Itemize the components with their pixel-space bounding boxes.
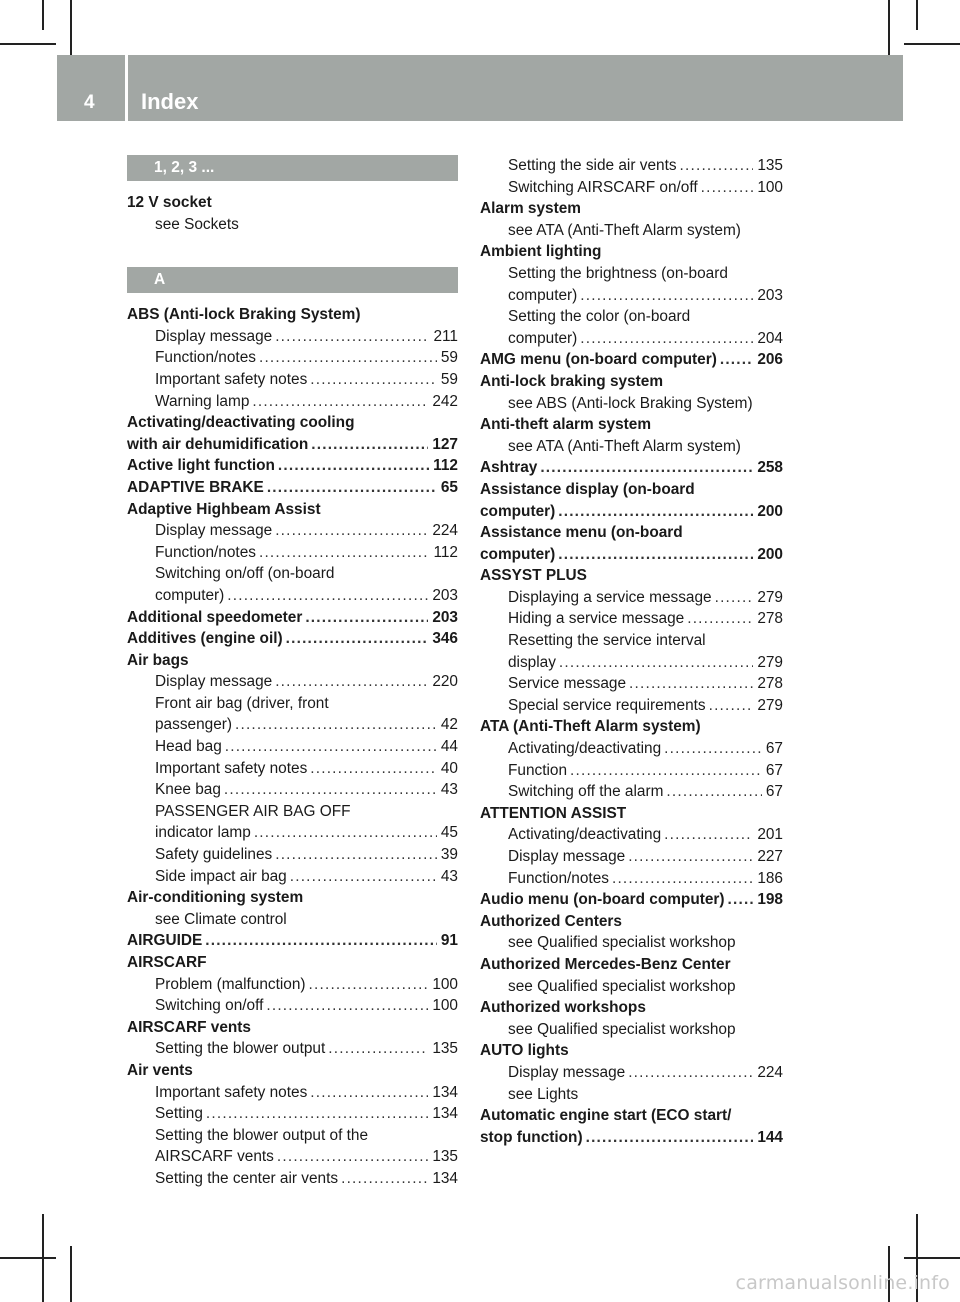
index-entry [127, 434, 458, 456]
crop-mark [0, 1257, 56, 1259]
page-ref: 67 [765, 761, 783, 779]
index-entry [480, 1127, 783, 1149]
index-subentry [480, 608, 783, 630]
index-entry: ABS (Anti-lock Braking System) [127, 306, 361, 324]
page-ref: 201 [757, 826, 783, 844]
page-number: 4 [84, 92, 95, 113]
entry-text: passenger) [155, 716, 232, 734]
page-ref: 144 [757, 1128, 783, 1146]
page-ref: 112 [433, 457, 458, 475]
entry-text: Audio menu (on-board computer) [480, 891, 725, 909]
dot-leader [715, 587, 754, 609]
index-subentry [127, 758, 458, 780]
index-subentry [127, 779, 458, 801]
dot-leader [570, 760, 762, 782]
index-entry: Authorized Mercedes-Benz Center [480, 955, 731, 973]
page-ref: 242 [432, 392, 458, 410]
entry-text: ADAPTIVE BRAKE [127, 478, 264, 496]
index-subentry [480, 846, 783, 868]
dot-leader [559, 652, 753, 674]
dot-leader [305, 607, 428, 629]
index-subentry: Front air bag (driver, front [155, 694, 329, 712]
index-entry: Air vents [127, 1061, 193, 1079]
dot-leader [687, 608, 753, 630]
index-subentry [127, 347, 458, 369]
dot-leader [680, 155, 754, 177]
entry-text: Display message [155, 522, 273, 540]
dot-leader [310, 758, 437, 780]
index-subentry: see Qualified specialist workshop [508, 934, 736, 952]
index-subentry: Setting the brightness (on-board [508, 264, 728, 282]
entry-text: Problem (malfunction) [155, 975, 306, 993]
page-ref: 200 [757, 545, 783, 563]
index-subentry [480, 652, 783, 674]
entry-text: Display message [508, 848, 626, 865]
index-entry [480, 349, 783, 371]
index-subentry [127, 974, 458, 996]
dot-leader [664, 738, 762, 760]
page-ref: 186 [757, 869, 783, 887]
page-title: Index [141, 89, 199, 114]
dot-leader [586, 1127, 754, 1149]
page-ref: 59 [440, 349, 458, 367]
entry-text: AIRGUIDE [127, 932, 203, 950]
dot-leader [628, 846, 753, 868]
index-subentry: see ATA (Anti-Theft Alarm system) [508, 437, 741, 455]
index-entry: Adaptive Highbeam Assist [127, 500, 321, 518]
page-ref: 40 [440, 759, 458, 777]
index-entry: Authorized workshops [480, 999, 646, 1017]
dot-leader [309, 974, 429, 996]
entry-text: Function/notes [508, 869, 609, 887]
page-ref: 39 [440, 846, 458, 864]
page-ref: 198 [757, 891, 783, 909]
entry-text: Additives (engine oil) [127, 630, 283, 648]
dot-leader [275, 844, 437, 866]
entry-text: Hiding a service message [508, 610, 685, 628]
page-ref: 279 [757, 696, 783, 714]
entry-text: Additional speedometer [127, 608, 303, 626]
index-subentry [127, 1082, 458, 1104]
dot-leader [701, 177, 754, 199]
crop-mark [916, 0, 918, 30]
index-subentry [127, 736, 458, 758]
entry-text: Displaying a service message [508, 588, 712, 606]
index-subentry: Resetting the service interval [508, 632, 706, 650]
entry-text: Important safety notes [155, 759, 308, 777]
index-subentry [480, 328, 783, 350]
section-spacer [127, 293, 458, 304]
index-entry: Anti-theft alarm system [480, 416, 652, 434]
index-subentry [127, 1146, 458, 1168]
index-subentry: PASSENGER AIR BAG OFF [155, 802, 351, 820]
index-entry: AIRSCARF vents [127, 1018, 251, 1036]
page-ref: 42 [440, 716, 458, 734]
index-subentry: see Climate control [155, 910, 287, 928]
index-entry: Ambient lighting [480, 243, 602, 261]
page-ref: 278 [757, 675, 783, 693]
entry-text: Setting the blower output [155, 1040, 326, 1058]
index-subentry [127, 671, 458, 693]
dot-leader [612, 868, 753, 890]
page-ref: 203 [432, 608, 458, 626]
index-subentry [127, 542, 458, 564]
page-ref: 203 [757, 286, 783, 304]
crop-mark [70, 0, 72, 56]
page-ref: 135 [757, 157, 783, 174]
index-subentry: see Sockets [155, 215, 239, 233]
index-subentry [127, 369, 458, 391]
dot-leader [328, 1038, 428, 1060]
page-ref: 220 [432, 673, 458, 691]
crop-mark [42, 1214, 44, 1302]
dot-leader [286, 628, 429, 650]
index-subentry [127, 714, 458, 736]
entry-text: Switching AIRSCARF on/off [508, 178, 698, 196]
index-entry [127, 477, 458, 499]
index-subentry [480, 285, 783, 307]
entry-text: Switching off the alarm [508, 783, 664, 801]
entry-text: Display message [155, 327, 273, 345]
dot-leader [252, 391, 428, 413]
index-subentry [127, 1168, 458, 1190]
page-ref: 112 [433, 543, 458, 561]
page-ref: 135 [432, 1148, 458, 1166]
dot-leader [310, 1082, 428, 1104]
index-subentry [127, 391, 458, 413]
dot-leader [540, 457, 753, 479]
entry-text: AMG menu (on-board computer) [480, 351, 717, 369]
dot-leader [266, 995, 428, 1017]
dot-leader [720, 349, 753, 371]
entry-text: Service message [508, 675, 627, 693]
page-ref: 100 [432, 997, 458, 1015]
page-ref: 100 [757, 178, 783, 196]
index-entry [127, 455, 458, 477]
entry-text: computer) [480, 545, 556, 563]
page-ref: 100 [432, 975, 458, 993]
dot-leader [278, 455, 429, 477]
dot-leader [580, 285, 753, 307]
entry-text: computer) [508, 286, 578, 304]
entry-text: Knee bag [155, 781, 221, 799]
entry-text: Important safety notes [155, 1083, 308, 1101]
entry-text: display [508, 653, 556, 671]
crop-mark [904, 1257, 960, 1259]
crop-mark [888, 0, 890, 56]
index-entry: Anti-lock braking system [480, 372, 664, 390]
entry-text: computer) [155, 586, 225, 604]
dot-leader [235, 714, 437, 736]
index-subentry [480, 177, 783, 199]
page-ref: 224 [757, 1063, 783, 1081]
entry-text: Ashtray [480, 459, 538, 477]
page-ref: 224 [432, 522, 458, 540]
index-entry: AIRSCARF [127, 954, 207, 971]
page-ref: 44 [440, 738, 458, 756]
entry-text: AIRSCARF vents [155, 1148, 274, 1166]
dot-leader [310, 369, 437, 391]
page-ref: 200 [757, 502, 783, 520]
dot-leader [275, 671, 428, 693]
entry-text: Activating/deactivating [508, 826, 662, 844]
index-subentry [127, 1038, 458, 1060]
index-subentry [127, 585, 458, 607]
page-ref: 45 [440, 824, 458, 842]
page-ref: 279 [757, 588, 783, 606]
crop-mark [42, 0, 44, 30]
crop-mark [904, 43, 960, 45]
index-column-right [480, 155, 783, 1148]
index-subentry [127, 844, 458, 866]
dot-leader [628, 1062, 753, 1084]
entry-text: Function [508, 761, 568, 779]
index-entry [127, 930, 458, 952]
entry-text: indicator lamp [155, 824, 251, 842]
page-ref: 135 [432, 1040, 458, 1058]
index-entry: 12 V socket [127, 194, 212, 211]
entry-text: Important safety notes [155, 370, 308, 388]
entry-text: Setting [155, 1105, 203, 1123]
entry-text: Switching on/off [155, 997, 264, 1015]
page-ref: 134 [432, 1083, 458, 1101]
index-subentry [127, 520, 458, 542]
entry-text: Warning lamp [155, 392, 250, 410]
index-subentry [480, 760, 783, 782]
index-subentry [480, 673, 783, 695]
dot-leader [290, 866, 437, 888]
page-ref: 43 [440, 867, 458, 885]
watermark: carmanualsonline.info [735, 1272, 950, 1294]
index-subentry [480, 587, 783, 609]
page-ref: 227 [757, 848, 783, 865]
dot-leader [227, 585, 428, 607]
entry-text: Display message [155, 673, 273, 691]
index-subentry [480, 738, 783, 760]
index-subentry [480, 155, 783, 177]
page-ref: 127 [432, 435, 458, 453]
page-ref: 43 [440, 781, 458, 799]
page-ref: 67 [765, 740, 783, 758]
index-subentry: Setting the blower output of the [155, 1126, 369, 1144]
page-ref: 258 [757, 459, 783, 477]
dot-leader [664, 824, 753, 846]
section-header: A [127, 267, 458, 293]
crop-mark [0, 43, 56, 45]
section-header: 1, 2, 3 ... [127, 155, 458, 181]
page-ref: 134 [432, 1105, 458, 1123]
index-entry [127, 607, 458, 629]
entry-text: Active light function [127, 457, 275, 475]
index-subentry: see Qualified specialist workshop [508, 1020, 736, 1038]
page-ref: 346 [432, 630, 458, 648]
index-entry: AUTO lights [480, 1042, 569, 1060]
page-ref: 203 [432, 586, 458, 604]
index-subentry [480, 824, 783, 846]
entry-text: Special service requirements [508, 696, 706, 714]
index-entry: Air bags [127, 651, 189, 669]
index-subentry [480, 695, 783, 717]
entry-text: Head bag [155, 738, 222, 756]
index-column-left [127, 155, 458, 1190]
index-subentry [127, 1103, 458, 1125]
index-entry [480, 544, 783, 566]
index-entry: ATTENTION ASSIST [480, 804, 627, 822]
entry-text: Setting the center air vents [155, 1169, 339, 1187]
index-entry: Authorized Centers [480, 912, 622, 930]
dot-leader [225, 736, 437, 758]
entry-text: computer) [480, 502, 556, 520]
dot-leader [275, 520, 428, 542]
dot-leader [629, 673, 753, 695]
entry-text: Safety guidelines [155, 846, 273, 864]
page-ref: 134 [432, 1169, 458, 1187]
dot-leader [580, 328, 753, 350]
entry-text: stop function) [480, 1128, 583, 1146]
crop-mark [70, 1246, 72, 1302]
dot-leader [259, 347, 437, 369]
header-divider [125, 55, 128, 121]
page-ref: 206 [757, 351, 783, 369]
index-subentry: see ABS (Anti-lock Braking System) [508, 394, 753, 412]
dot-leader [275, 326, 429, 348]
dot-leader [728, 889, 754, 911]
index-entry: Activating/deactivating cooling [127, 414, 355, 432]
page-ref: 278 [757, 610, 783, 628]
index-subentry [127, 995, 458, 1017]
dot-leader [205, 930, 437, 952]
index-subentry: Switching on/off (on-board [155, 565, 335, 583]
page-ref: 67 [765, 783, 783, 801]
page-ref: 204 [757, 329, 783, 347]
dot-leader [341, 1168, 428, 1190]
index-entry: Assistance menu (on-board [480, 524, 683, 542]
index-entry: Automatic engine start (ECO start/ [480, 1107, 732, 1125]
index-entry: Air-conditioning system [127, 889, 304, 907]
dot-leader [206, 1103, 428, 1125]
entry-text: Setting the side air vents [508, 157, 677, 174]
index-subentry [127, 822, 458, 844]
page-ref: 91 [440, 932, 458, 950]
dot-leader [224, 779, 437, 801]
entry-text: Side impact air bag [155, 867, 287, 885]
index-subentry: see Qualified specialist workshop [508, 977, 736, 995]
index-subentry [480, 781, 783, 803]
index-entry: Assistance display (on-board [480, 480, 695, 498]
entry-text: with air dehumidification [127, 435, 309, 453]
page-ref: 59 [440, 370, 458, 388]
index-subentry: Setting the color (on-board [508, 308, 691, 326]
dot-leader [311, 434, 428, 456]
index-subentry [127, 326, 458, 348]
index-subentry [127, 866, 458, 888]
dot-leader [254, 822, 437, 844]
index-subentry: see ATA (Anti-Theft Alarm system) [508, 221, 741, 239]
page-ref: 279 [757, 653, 783, 671]
index-entry: ATA (Anti-Theft Alarm system) [480, 718, 701, 736]
dot-leader [666, 781, 761, 803]
dot-leader [277, 1146, 428, 1168]
dot-leader [709, 695, 754, 717]
section-spacer [127, 181, 458, 192]
index-subentry: see Lights [508, 1085, 579, 1103]
dot-leader [267, 477, 437, 499]
index-entry: ASSYST PLUS [480, 567, 587, 585]
entry-text: Activating/deactivating [508, 740, 662, 758]
index-entry [480, 501, 783, 523]
index-entry: Alarm system [480, 200, 581, 218]
index-subentry [480, 1062, 783, 1084]
entry-text: Function/notes [155, 543, 256, 561]
entry-text: computer) [508, 329, 578, 347]
page-ref: 65 [440, 478, 458, 496]
entry-text: Display message [508, 1063, 626, 1081]
index-subentry [480, 868, 783, 890]
index-entry [480, 457, 783, 479]
dot-leader [558, 544, 753, 566]
index-entry [480, 889, 783, 911]
page-ref: 211 [433, 327, 458, 345]
entry-text: Function/notes [155, 349, 256, 367]
dot-leader [558, 501, 753, 523]
dot-leader [259, 542, 429, 564]
index-entry [127, 628, 458, 650]
